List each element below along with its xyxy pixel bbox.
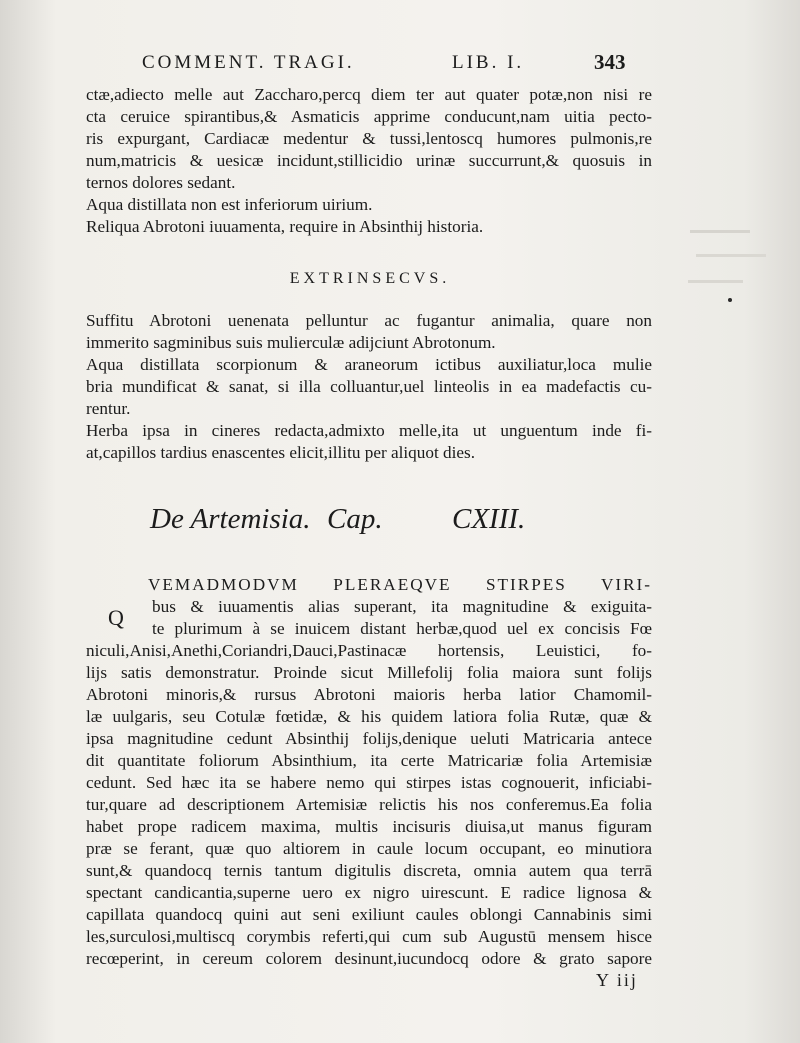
text-line: bria mundificat & sanat, si illa colluantur,uel linteolis in ea madefactis cu- — [86, 377, 652, 396]
text-line: num,matricis & uesicæ incidunt,stillicidio urinæ succurrunt,& quosuis in — [86, 151, 652, 170]
text-line: Abrotoni minoris,& rursus Abrotoni maioris herba latior Chamomil- — [86, 685, 652, 704]
text-line: lijs satis demonstratur. Proinde sicut Millefolij folia maiora sunt folijs — [86, 663, 652, 682]
text-line: niculi,Anisi,Anethi,Coriandri,Dauci,Pastinacæ hortensis, Leuistici, fo- — [86, 641, 652, 660]
bleed-through-marks — [680, 210, 790, 330]
text-line: sunt,& quandocq ternis tantum digitulis discreta, omnia autem qua terrā — [86, 861, 652, 880]
text-line: cedunt. Sed hæc ita se habere nemo qui stirpes istas cognouerit, inficiabi- — [86, 773, 652, 792]
paragraph-first-line — [148, 574, 652, 596]
catchword: Y iij — [596, 970, 638, 990]
book-label: LIB. I. — [452, 52, 525, 73]
text-line: ris expurgant, Cardiacæ medentur & tussi,lentoscq humores pulmonis,re — [86, 129, 652, 148]
text-line: Aqua distillata non est inferiorum uirium. — [86, 195, 373, 214]
text-line: habet prope radicem maxima, multis incisuris diuisa,ut manus figuram — [86, 817, 652, 836]
text-line: rentur. — [86, 399, 131, 418]
text-line: ternos dolores sedant. — [86, 173, 236, 192]
text-line: bus & iuuamentis alias superant, ita magnitudine & exiguita- — [152, 597, 652, 616]
paragraph-extrinsecus — [86, 310, 652, 464]
text-line: læ uulgaris, seu Cotulæ fœtidæ, & his quidem latiora folia Rutæ, quæ & — [86, 707, 652, 726]
text-line: at,capillos tardius enascentes elicit,illitu per aliquot dies. — [86, 443, 475, 462]
text-line: præ se ferant, quæ quo altiorem in caule locum occupant, eo minutiora — [86, 839, 652, 858]
chapter-cap-label: Cap. — [327, 503, 383, 535]
text-line: capillata quandocq quini aut seni exiliunt caules oblongi Cannabinis simi — [86, 905, 652, 924]
text-line: les,surculosi,multiscq corymbis referti,qui cum sub Augustū mensem hisce — [86, 927, 652, 946]
drop-cap: Q — [108, 605, 124, 630]
text-line: tur,quare ad descriptionem Artemisiæ relictis his nos conferemus.Ea folia — [86, 795, 652, 814]
running-title: COMMENT. TRAGI. — [142, 52, 355, 73]
paragraph-aqua — [86, 194, 652, 238]
text-line: ipsa magnitudine cedunt Absinthij folijs,denique ueluti Matricaria antece — [86, 729, 652, 748]
text-line: dit quantitate foliorum Absinthium, ita certe Matricariæ folia Artemisiæ — [86, 751, 652, 770]
paragraph-dropcap-lines — [152, 596, 652, 640]
text-line: spectant candicantia,superne uero ex nigro uirescunt. E radice lignosa & — [86, 883, 652, 902]
text-line: Aqua distillata scorpionum & araneorum ictibus auxiliatur,loca mulie — [86, 355, 652, 374]
text-line: te plurimum à se inuicem distant herbæ,quod uel ex concisis Fœ — [152, 619, 652, 638]
text-line: recœperint, in cereum colorem desinunt,iucundocq odore & grato sapore — [86, 949, 652, 968]
section-heading: EXTRINSECVS. — [289, 270, 451, 287]
text-line: cta ceruice spirantibus,& Asmaticis apprime conducunt,nam uitia pecto- — [86, 107, 652, 126]
running-header — [142, 52, 632, 78]
text-line: immerito sagminibus suis mulierculæ adijciunt Abrotonum. — [86, 333, 496, 352]
chapter-title: De Artemisia. — [150, 503, 311, 535]
chapter-number: CXIII. — [452, 503, 526, 535]
paragraph-intro — [86, 84, 652, 194]
text-line: VEMADMODVM PLERAEQVE STIRPES VIRI- — [148, 575, 652, 594]
text-line: Reliqua Abrotoni iuuamenta, require in Absinthij historia. — [86, 217, 484, 236]
text-line: Herba ipsa in cineres redacta,admixto melle,ita ut unguentum inde fi- — [86, 421, 652, 440]
text-line: ctæ,adiecto melle aut Zaccharo,percq diem ter aut quater potæ,non nisi re — [86, 85, 652, 104]
text-line: Suffitu Abrotoni uenenata pelluntur ac fugantur animalia, quare non — [86, 311, 652, 330]
page-number: 343 — [594, 50, 626, 74]
paragraph-main — [86, 640, 652, 970]
